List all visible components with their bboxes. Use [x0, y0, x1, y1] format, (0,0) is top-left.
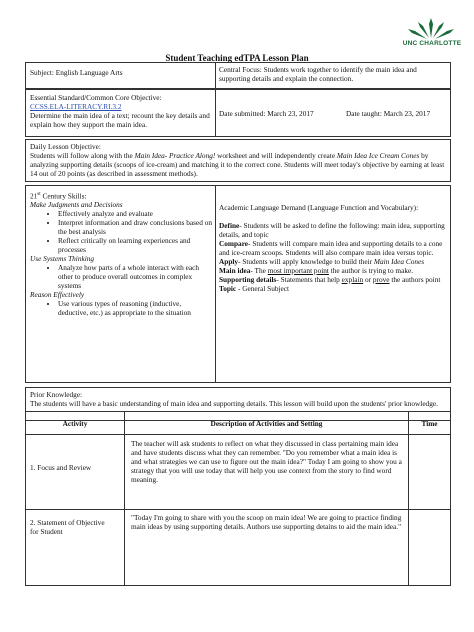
- standard-code-link[interactable]: CCSS.ELA-LITERACY.RI.3.2: [30, 102, 122, 111]
- standard-dates-box: [25, 89, 451, 137]
- prior-text: The students will have a basic understanding of main idea and supporting details. This lesson will build upon the students' prior knowledge.: [30, 399, 438, 408]
- prior-label: Prior Knowledge:: [30, 390, 83, 399]
- skills-category-3: Reason Effectively: [30, 290, 85, 300]
- activities-table: [25, 411, 451, 586]
- list-item: • Effectively analyze and evaluate: [58, 209, 212, 218]
- topic-item: Topic - General Subject: [219, 284, 290, 293]
- subject-label: Subject: English Language Arts: [30, 68, 123, 77]
- compare-item: Compare- Students will compare main idea and supporting details to a cone and ice-cream scoops. Students will also compare main idea versus topic.: [219, 239, 443, 257]
- subject-focus-box: [25, 62, 451, 89]
- list-item: • Reflect critically on learning experiences and processes: [58, 236, 212, 254]
- date-submitted: Date submitted: March 23, 2017: [219, 109, 314, 118]
- skills-language-box: [25, 185, 451, 383]
- header-time: Time: [421, 419, 438, 428]
- apply-item: Apply- Students will apply knowledge to build their Main Idea Cones: [219, 257, 425, 266]
- daily-objective-box: [25, 139, 451, 182]
- daily-objective-label: Daily Lesson Objective:: [30, 142, 101, 151]
- divider: [215, 63, 216, 88]
- skills-heading: 21st Century Skills:: [30, 191, 87, 201]
- academic-heading: Academic Language Demand (Language Function and Vocabulary):: [219, 203, 419, 212]
- century-skills: [30, 190, 212, 317]
- row-2-activity: 2. Statement of Objective for Student: [30, 518, 105, 536]
- row-1-activity: 1. Focus and Review: [30, 463, 92, 472]
- divider: [215, 90, 216, 136]
- standard-cell: [30, 93, 212, 129]
- academic-language: [219, 203, 447, 293]
- daily-objective: [30, 142, 446, 178]
- row-2-description: "Today I'm going to share with you the scoop on main idea! We are going to practice finding main ideas by using supporting details. Authors use supporting detains to aid the main idea.": [131, 513, 402, 531]
- main-idea-item: Main idea- The most important point the author is trying to make.: [219, 266, 414, 275]
- header-activity: Activity: [62, 419, 88, 428]
- skills-list-1: [30, 209, 212, 254]
- divider: [215, 186, 216, 382]
- column-divider: [124, 412, 125, 585]
- column-divider: [408, 412, 409, 585]
- central-focus: Central Focus: Students work together to identify the main idea and supporting details and explain the connection.: [219, 65, 417, 83]
- daily-objective-text: Students will follow along with the Main Idea- Practice Along! worksheet and will independently create Main Idea Ice Cream Cones by analyzing supporting details (scoops of ice-cream) and matching it to the correct cone. Students will meet today's objective by earning at least 14 out of 20 points (as described in assessment methods).: [30, 151, 445, 178]
- list-item: • Use various types of reasoning (inductive, deductive, etc.) as appropriate to the situation: [58, 299, 212, 317]
- skills-category-2: Use Systems Thinking: [30, 254, 95, 264]
- skills-list-2: [30, 263, 212, 290]
- supporting-details-item: Supporting details- Statements that help explain or prove the authors point: [219, 275, 441, 284]
- logo-wordmark: UNC CHARLOTTE: [402, 40, 462, 47]
- page-title: Student Teaching edTPA Lesson Plan: [165, 53, 309, 63]
- header-description: Description of Activities and Setting: [210, 419, 323, 428]
- list-item: • Analyze how parts of a whole interact with each other to produce overall outcomes in complex systems: [58, 263, 212, 290]
- skills-list-3: [30, 299, 212, 317]
- date-taught: Date taught: March 23, 2017: [346, 109, 431, 118]
- row-1-description: The teacher will ask students to reflect on what they discussed in class pertaining main idea and have students discuss what they can remember. "Do you remember what a main idea is and what strategies we can use to figure out the main idea?" Today I am going to show you a strategy that you will use today that will help you use context from the story to find word meaning.: [131, 439, 402, 484]
- prior-knowledge: [30, 390, 446, 408]
- define-item: Define- Students will be asked to define the following: main idea, supporting details, and topic: [219, 221, 445, 239]
- list-item: • Interpret information and draw conclusions based on the best analysis: [58, 218, 212, 236]
- skills-category-1: Make Judgments and Decisions: [30, 200, 123, 210]
- standard-label: Essential Standard/Common Core Objective:: [30, 93, 162, 102]
- row-divider: [26, 509, 450, 510]
- standard-text: Determine the main idea of a text; recount the key details and explain how they support the main idea.: [30, 111, 210, 129]
- row-divider: [26, 434, 450, 435]
